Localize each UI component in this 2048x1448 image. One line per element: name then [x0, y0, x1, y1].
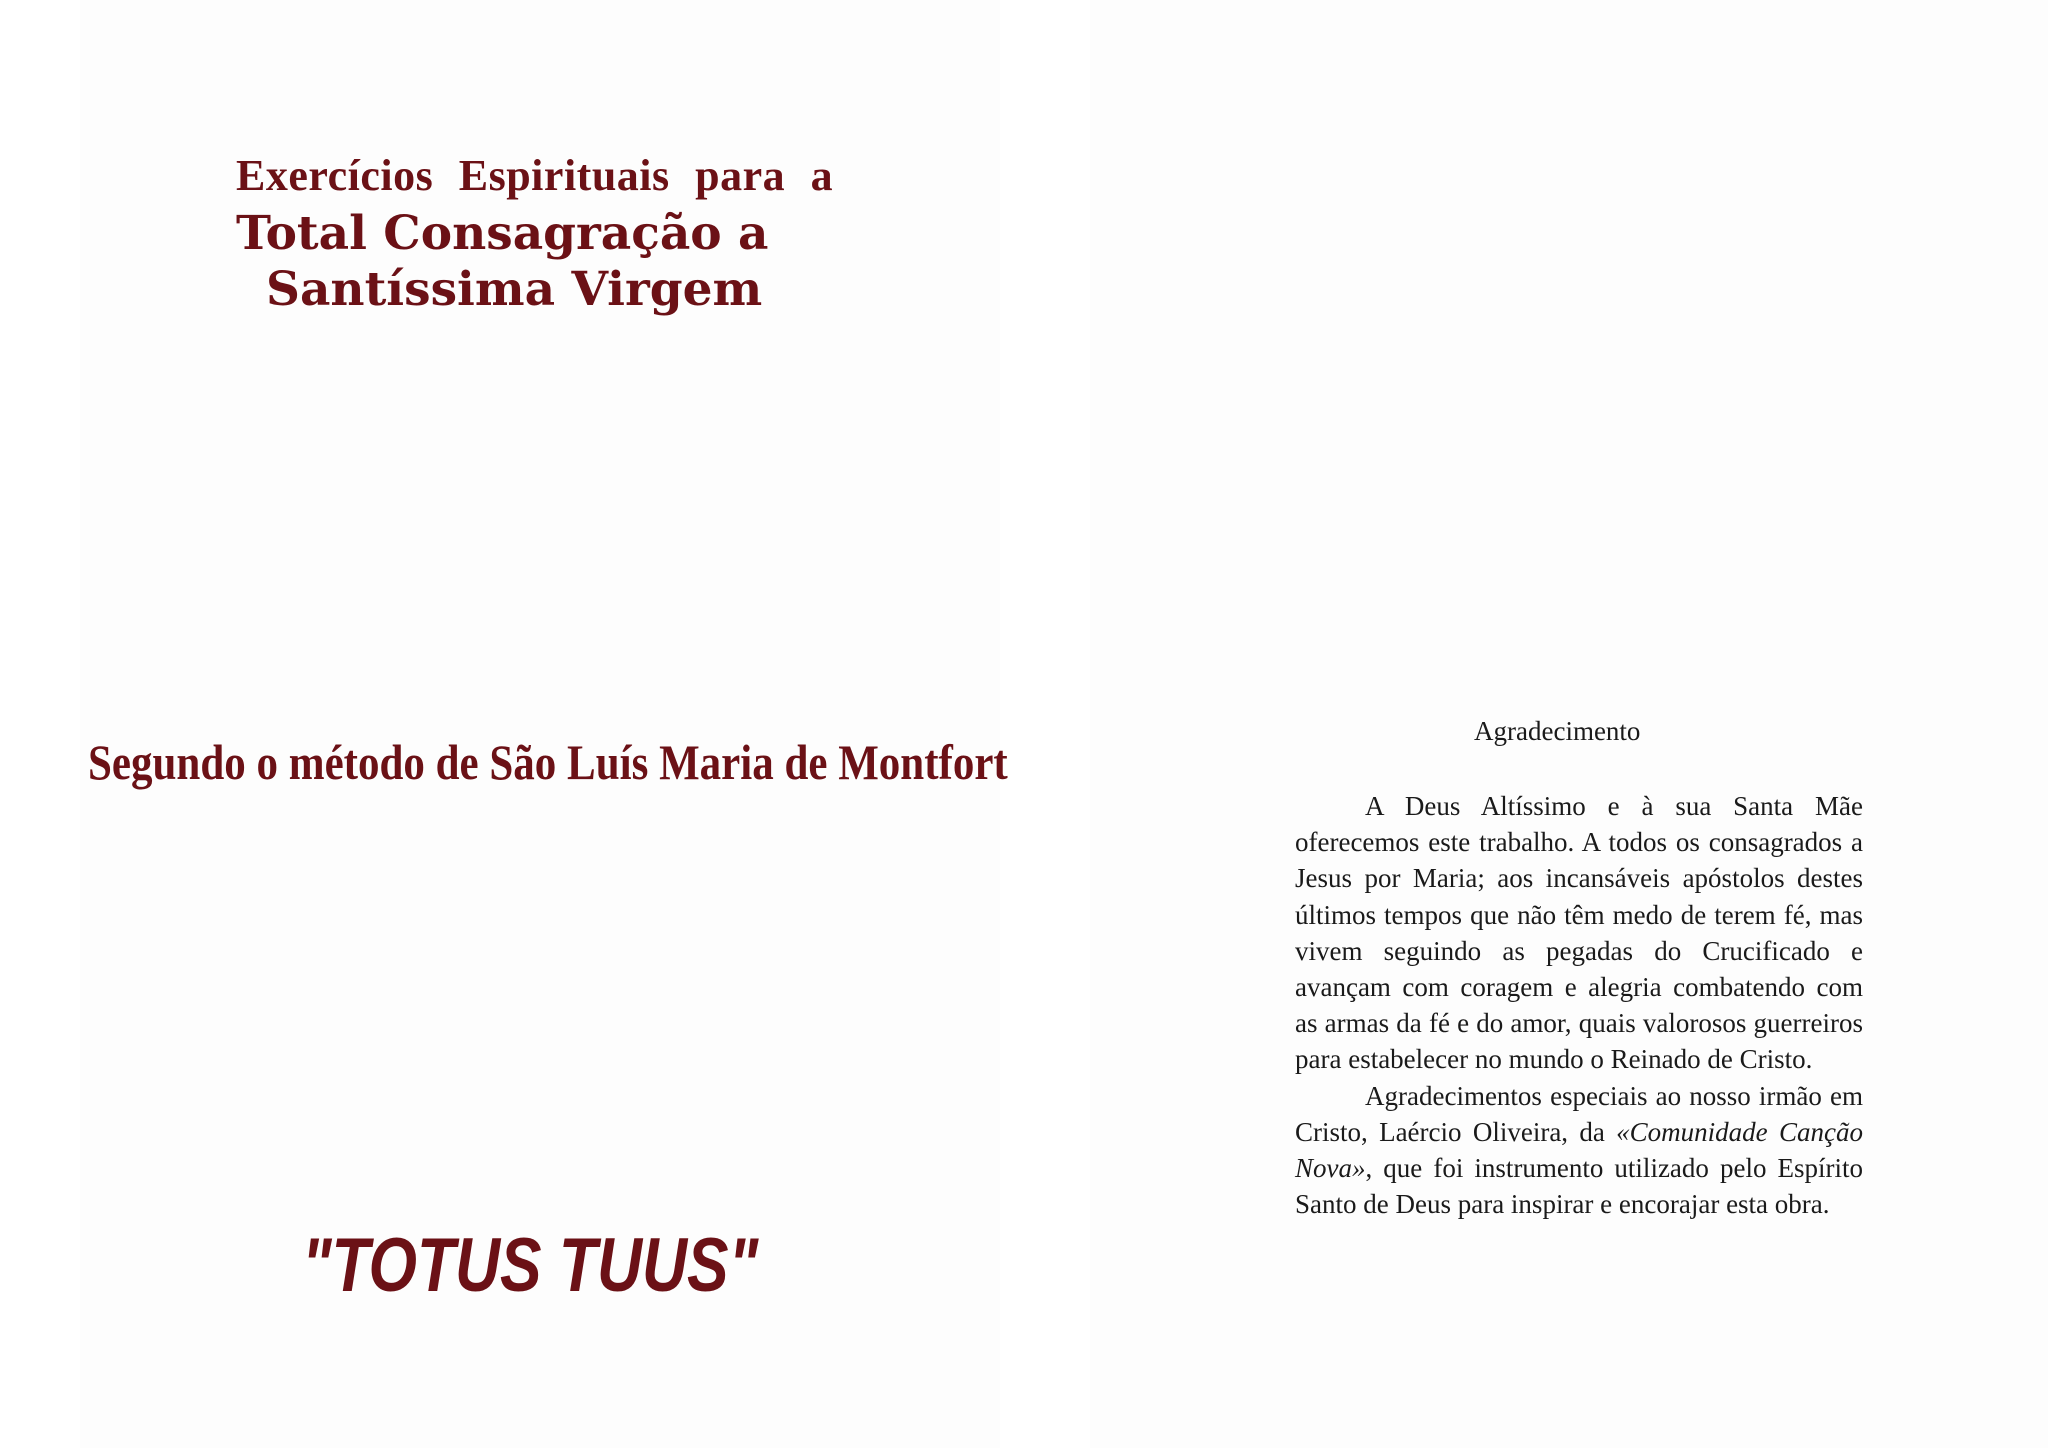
- subtitle: Segundo o método de São Luís Maria de Montfort: [88, 734, 1008, 790]
- acknowledgement-heading: Agradecimento: [1474, 716, 1641, 746]
- paragraph-2-start: Agradecimentos especiais ao nosso irmão em Cristo, Laércio Oliveira, da: [1295, 1080, 1863, 1147]
- title-line-1: Exercícios Espirituais para a: [236, 151, 834, 200]
- community-name: «Comunidade Canção Nova»: [1295, 1116, 1863, 1184]
- acknowledgement-body: [1295, 788, 1863, 1222]
- title-line-3: Santíssima Virgem: [266, 262, 763, 317]
- title-line-2: Total Consagração a: [236, 206, 769, 261]
- paragraph-2-end: , que foi instrumento utilizado pelo Espírito Santo de Deus para inspirar e encorajar esta obra.: [1295, 1153, 1863, 1220]
- motto: "TOTUS TUUS": [302, 1223, 759, 1308]
- acknowledgement-paragraph-2: [1295, 1078, 1863, 1223]
- acknowledgement-paragraph-1: A Deus Altíssimo e à sua Santa Mãe oferecemos este trabalho. A todos os consagrados a Jesus por Maria; aos incansáveis apóstolos destes últimos tempos que não têm medo de terem fé, mas vivem seguindo as pegadas do Crucificado e avançam com coragem e alegria combatendo com as armas da fé e do amor, quais valorosos guerreiros para estabelecer no mundo o Reinado de Cristo.: [1295, 791, 1863, 1075]
